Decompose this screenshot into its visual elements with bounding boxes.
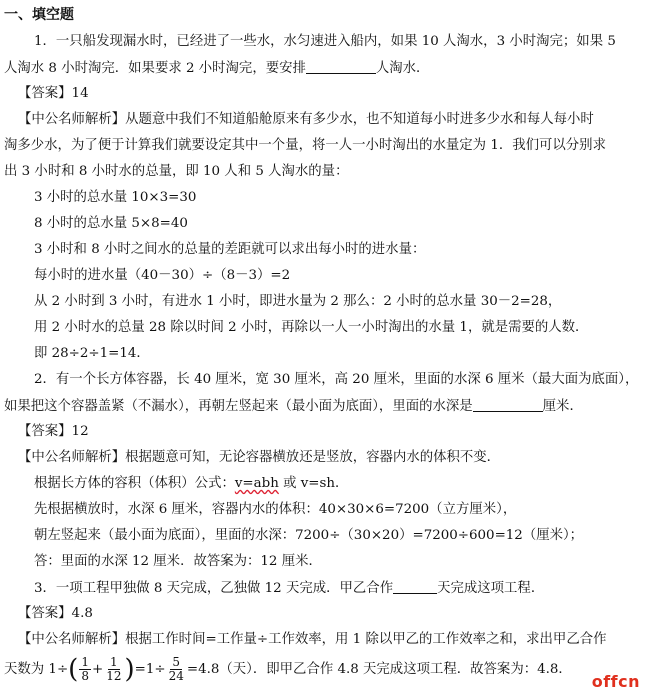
q3-line1-text-a: 3．一项工程甲独做 8 天完成，乙独做 12 天完成．甲乙合作 (34, 581, 394, 596)
q1-answer: 【答案】14 (18, 86, 89, 101)
q1-line2 (4, 59, 429, 78)
q2-analysis-line: 先根据横放时，水深 6 厘米，容器内水的体积：40×30×6=7200（立方厘米）， (34, 502, 517, 517)
left-paren-glyph: ( (68, 654, 79, 685)
q3-calc-suffix: =4.8（天）．即甲乙合作 4.8 天完成这项工程．故答案为：4.8． (186, 662, 572, 677)
q2-line1: 2．有一个长方体容器，长 40 厘米，宽 30 厘米，高 20 厘米，里面的水深 6 厘米（最大面为底面）， (34, 372, 639, 387)
q2-analysis-line: 【中公名师解析】根据题意可知，无论容器横放还是竖放，容器内水的体积不变． (18, 450, 501, 465)
q3-calc-prefix: 天数为 1÷ (4, 662, 69, 677)
q2-analysis-line: 朝左竖起来（最小面为底面），里面的水深：7200÷（30×20）=7200÷600=12（厘米）； (34, 528, 584, 543)
q3-line1-text-b: 天完成这项工程． (437, 581, 545, 596)
q1-answer-blank (306, 59, 376, 74)
q1-analysis-line: 【中公名师解析】从题意中我们不知道船舱原来有多少水，也不知道每小时进多少水和每人每小时 (18, 112, 594, 127)
q3-answer: 【答案】4.8 (18, 606, 93, 621)
q2-formula-text-end: 或 v=sh． (278, 476, 349, 491)
q3-calc-equals: =1÷ (134, 662, 166, 677)
q2-formula-abh: v=abh (234, 476, 279, 491)
q2-line2 (4, 397, 583, 416)
q1-line2-text-b: 人淘水． (375, 61, 430, 76)
q2-analysis-line: 答：里面的水深 12 厘米．故答案为：12 厘米． (34, 554, 322, 569)
fraction-one-eighth: $\frac{1}{8}$ (81, 655, 89, 683)
q3-answer-blank (393, 579, 437, 594)
q1-analysis-line: 淘多少水，为了便于计算我们就要设定其中一个量，将一人一小时淘出的水量定为 1．我们可以分别求 (4, 138, 606, 153)
q1-analysis-line: 从 2 小时到 3 小时，有进水 1 小时，即进水量为 2 那么：2 小时的总水量 30－2=28， (34, 294, 562, 309)
q2-line2-text-a: 如果把这个容器盖紧（不漏水），再朝左竖起来（最小面为底面），里面的水深是 (4, 399, 473, 414)
offcn-watermark-logo: offcn (591, 672, 640, 691)
section-title: 一、填空题 (4, 7, 74, 23)
q1-analysis-line: 用 2 小时水的总量 28 除以时间 2 小时，再除以一人一小时淘出的水量 1，就是需要的人数． (34, 320, 589, 335)
q3-line1 (34, 579, 544, 598)
q3-analysis-line: 【中公名师解析】根据工作时间=工作量÷工作效率，用 1 除以甲乙的工作效率之和，求出甲乙合作 (18, 632, 607, 647)
fraction-five-twentyfourths: $\frac{5}{24}$ (168, 655, 184, 683)
q2-formula-text: 根据长方体的容积（体积）公式： (34, 476, 235, 491)
q3-calculation-line (4, 655, 572, 685)
q1-analysis-line: 出 3 小时和 8 小时水的总量，即 10 人和 5 人淘水的量： (4, 164, 349, 179)
plus-sign: + (91, 662, 104, 677)
q2-formula-line (34, 475, 348, 493)
q1-analysis-line: 每小时的进水量（40－30）÷（8－3）=2 (34, 268, 291, 283)
q2-line2-text-b: 厘米． (542, 399, 583, 414)
q1-analysis-line: 8 小时的总水量 5×8=40 (34, 216, 188, 231)
q1-analysis-line: 即 28÷2÷1=14． (34, 346, 150, 361)
q1-line2-text-a: 人淘水 8 小时淘完．如果要求 2 小时淘完，要安排 (4, 61, 306, 76)
q1-analysis-line: 3 小时的总水量 10×3=30 (34, 190, 197, 205)
q1-analysis-line: 3 小时和 8 小时之间水的总量的差距就可以求出每小时的进水量： (34, 242, 426, 257)
q2-answer-blank (473, 397, 543, 412)
right-paren-glyph: ) (124, 654, 135, 685)
q1-line1: 1．一只船发现漏水时，已经进了一些水，水匀速进入船内，如果 10 人淘水，3 小时淘完；如果 5 (34, 34, 616, 49)
q2-answer: 【答案】12 (18, 424, 89, 439)
fraction-one-twelfth: $\frac{1}{12}$ (106, 655, 122, 683)
